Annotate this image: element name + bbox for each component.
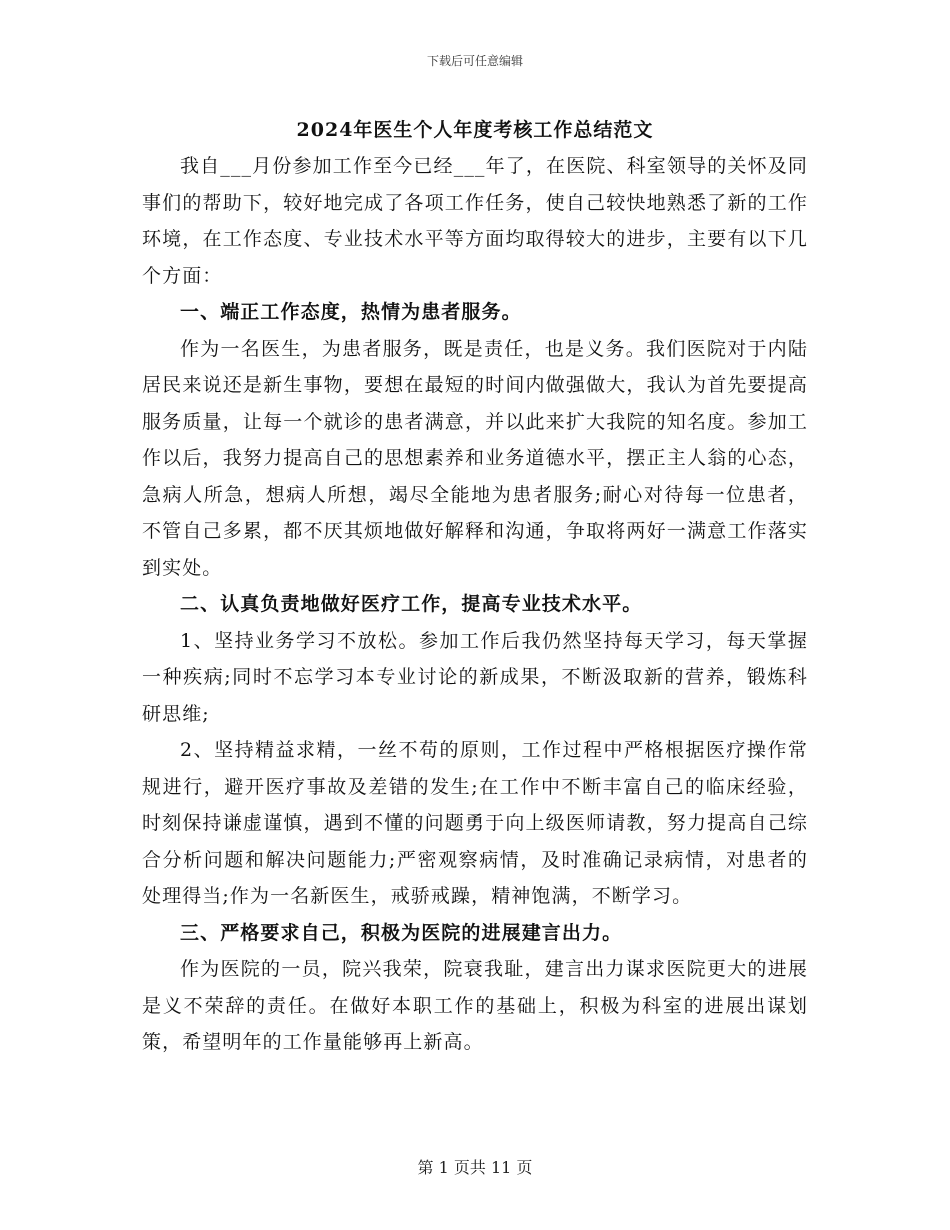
section-heading-2: 二、认真负责地做好医疗工作，提高专业技术水平。 (180, 593, 643, 615)
section-2-item-2: 2、坚持精益求精，一丝不苟的原则，工作过程中严格根据医疗操作常规进行，避开医疗事故及差错的发生;在工作中不断丰富自己的临床经验，时刻保持谦虚谨慎，遇到不懂的问题勇于向上级医师请教，努力提高自己综合分析问题和解决问题能力;严密观察病情，及时准确记录病情，对患者的处理得当;作为一名新医生，戒骄戒躁，精神饱满，不断学习。 (142, 739, 808, 907)
section-2-item-1: 1、坚持业务学习不放松。参加工作后我仍然坚持每天学习，每天掌握一种疾病;同时不忘学习本专业讨论的新成果，不断汲取新的营养，锻炼科研思维; (142, 629, 808, 725)
page-header-note: 下载后可任意编辑 (426, 54, 523, 68)
intro-paragraph: 我自___月份参加工作至今已经___年了，在医院、科室领导的关怀及同事们的帮助下，较好地完成了各项工作任务，使自己较快地熟悉了新的工作环境，在工作态度、专业技术水平等方面均取得较大的进步，主要有以下几个方面： (142, 155, 808, 287)
section-heading-1: 一、端正工作态度，热情为患者服务。 (180, 301, 522, 323)
page-number-footer: 第 1 页共 11 页 (417, 1158, 533, 1177)
section-heading-3: 三、严格要求自己，积极为医院的进展建言出力。 (180, 921, 623, 944)
section-3-paragraph: 作为医院的一员，院兴我荣，院衰我耻，建言出力谋求医院更大的进展是义不荣辞的责任。在做好本职工作的基础上，积极为科室的进展出谋划策，希望明年的工作量能够再上新高。 (142, 958, 808, 1053)
section-1-paragraph: 作为一名医生，为患者服务，既是责任，也是义务。我们医院对于内陆居民来说还是新生事物，要想在最短的时间内做强做大，我认为首先要提高服务质量，让每一个就诊的患者满意，并以此来扩大我院的知名度。参加工作以后，我努力提高自己的思想素养和业务道德水平，摆正主人翁的心态，急病人所急，想病人所想，竭尽全能地为患者服务;耐心对待每一位患者，不管自己多累，都不厌其烦地做好解释和沟通，争取将两好一满意工作落实到实处。 (142, 337, 808, 579)
document-body (142, 112, 808, 1061)
document-title: 2024年医生个人年度考核工作总结范文 (296, 119, 654, 141)
